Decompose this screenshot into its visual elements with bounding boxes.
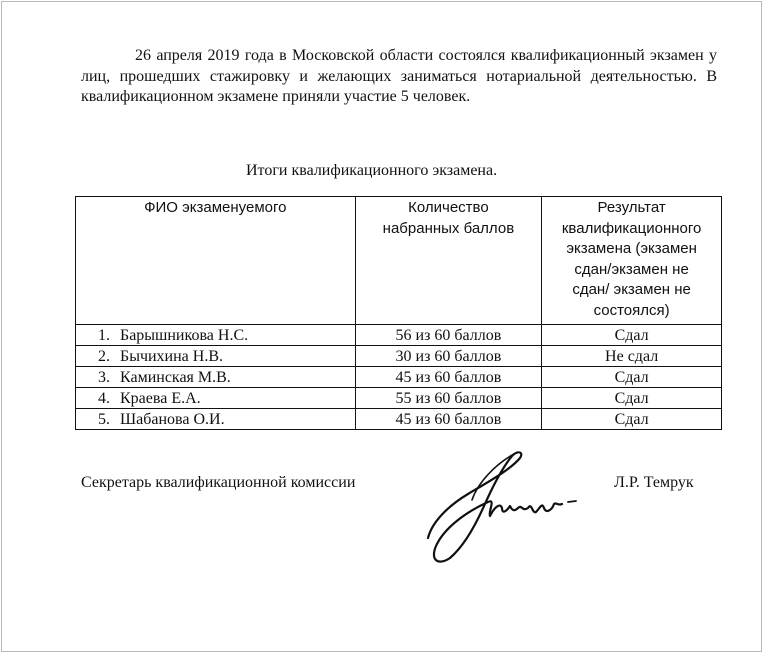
table-header-row: [76, 197, 722, 325]
examinee-name: Барышникова Н.С.: [120, 326, 249, 344]
intro-paragraph: 26 апреля 2019 года в Московской области состоялся квалификационный экзамен у лиц, прошедших стажировку и желающих заниматься нотариальной деятельностью. В квалификационном экзамене приняли участие 5 человек.: [81, 47, 717, 105]
examinee-name: Каминская М.В.: [120, 368, 231, 386]
header-score-text: Количество набранных баллов: [382, 199, 515, 237]
row-number: 2.: [98, 347, 110, 365]
cell-name: [76, 367, 356, 388]
header-result: [542, 197, 722, 325]
examinee-name: Краева Е.А.: [120, 389, 201, 407]
cell-score: 30 из 60 баллов: [355, 346, 542, 367]
cell-name: [76, 346, 356, 367]
document-page: [1, 1, 762, 652]
table-row: [76, 409, 722, 430]
row-number: 3.: [98, 368, 110, 386]
header-score: [355, 197, 542, 325]
cell-result: Не сдал: [542, 346, 722, 367]
table-row: [76, 388, 722, 409]
table-row: [76, 346, 722, 367]
signer-name: Л.Р. Темрук: [614, 474, 694, 491]
cell-score: 55 из 60 баллов: [355, 388, 542, 409]
cell-score: 56 из 60 баллов: [355, 325, 542, 346]
cell-result: Сдал: [542, 388, 722, 409]
cell-score: 45 из 60 баллов: [355, 409, 542, 430]
cell-result: Сдал: [542, 325, 722, 346]
row-number: 5.: [98, 410, 110, 428]
cell-result: Сдал: [542, 409, 722, 430]
table-row: [76, 325, 722, 346]
secretary-label: Секретарь квалификационной комиссии: [81, 474, 356, 491]
table-row: [76, 367, 722, 388]
examinee-name: Шабанова О.И.: [120, 410, 225, 428]
results-title: Итоги квалификационного экзамена.: [246, 162, 498, 179]
cell-score: 45 из 60 баллов: [355, 367, 542, 388]
cell-name: [76, 325, 356, 346]
results-table: [75, 196, 722, 430]
handwritten-signature: [418, 442, 578, 566]
cell-name: [76, 388, 356, 409]
row-number: 1.: [98, 326, 110, 344]
examinee-name: Бычихина Н.В.: [120, 347, 223, 365]
header-name: ФИО экзаменуемого: [76, 197, 356, 325]
cell-result: Сдал: [542, 367, 722, 388]
cell-name: [76, 409, 356, 430]
header-result-text: Результат квалификационного экзамена (экзамен сдан/экзамен не сдан/ экзамен не состоялся): [561, 199, 702, 319]
row-number: 4.: [98, 389, 110, 407]
